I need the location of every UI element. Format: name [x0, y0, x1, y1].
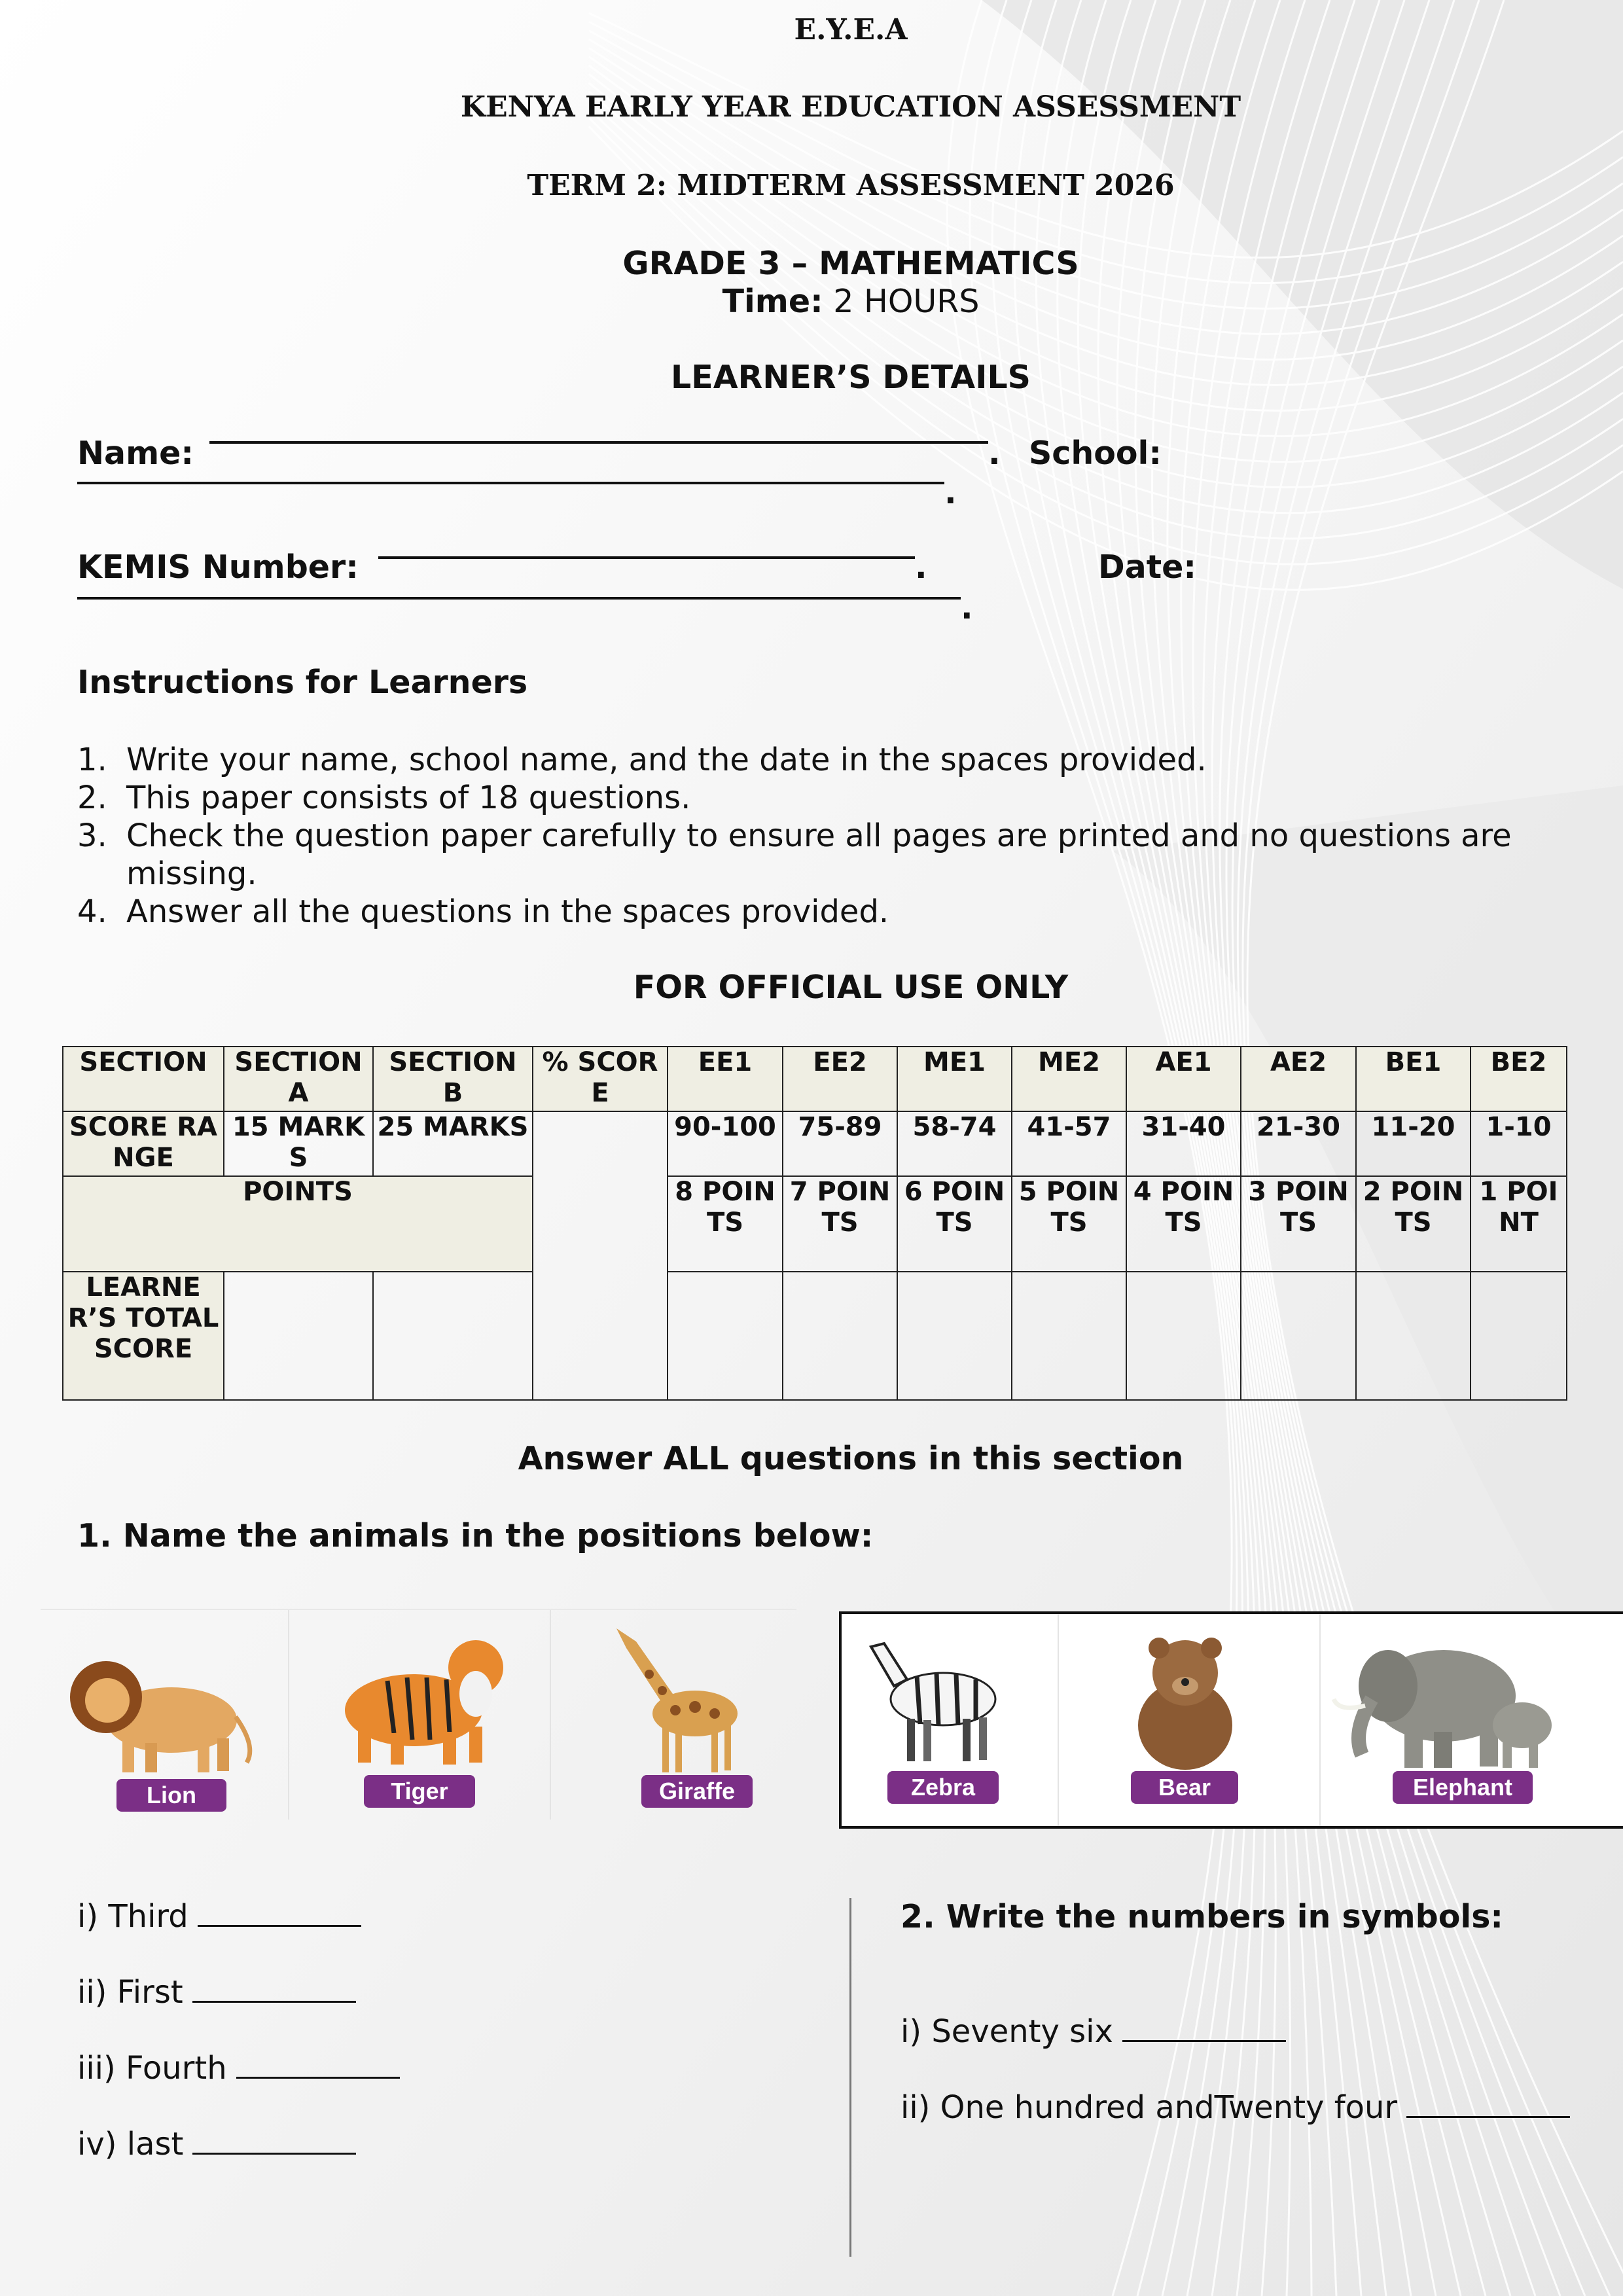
row-label: POINTS: [63, 1176, 533, 1272]
points-cell: 3 POINTS: [1241, 1176, 1356, 1272]
kemis-field[interactable]: [378, 556, 915, 559]
header-cell: AE1: [1126, 1047, 1241, 1111]
school-label: School:: [1029, 435, 1162, 472]
question-2-prompt: 2. Write the numbers in symbols:: [901, 1898, 1503, 1935]
score-entry-cell[interactable]: [1356, 1272, 1471, 1400]
header-cell: SECTION: [63, 1047, 224, 1111]
instruction-number: 1.: [77, 742, 107, 778]
school-field[interactable]: [77, 482, 944, 484]
lion-icon: [60, 1648, 257, 1779]
header-cell: AE2: [1241, 1047, 1356, 1111]
q2-part: [901, 2089, 1570, 2126]
score-entry-cell[interactable]: [224, 1272, 373, 1400]
row-label: SCORE RANGE: [63, 1111, 224, 1176]
animal-label-bear: Bear: [1131, 1771, 1238, 1804]
time-label: Time:: [722, 283, 823, 320]
org-abbrev: E.Y.E.A: [794, 13, 908, 46]
date-label: Date:: [1098, 548, 1196, 586]
range-cell: 25 MARKS: [373, 1111, 533, 1176]
animals-panel-right: [839, 1611, 1623, 1829]
range-cell: 75-89: [783, 1111, 897, 1176]
score-entry-cell[interactable]: [897, 1272, 1012, 1400]
animal-label-tiger: Tiger: [364, 1775, 475, 1808]
org-name: KENYA EARLY YEAR EDUCATION ASSESSMENT: [460, 90, 1241, 124]
column-divider: [849, 1898, 851, 2257]
range-cell: 21-30: [1241, 1111, 1356, 1176]
points-cell: 8 POINTS: [668, 1176, 783, 1272]
instruction-item: [77, 741, 1582, 779]
answer-field[interactable]: [236, 2051, 400, 2079]
points-row: [63, 1176, 1567, 1272]
range-cell: 90-100: [668, 1111, 783, 1176]
q1-part-label: iv) last: [77, 2126, 184, 2162]
q1-part: [77, 2050, 400, 2087]
range-cell: 11-20: [1356, 1111, 1471, 1176]
q2-part-label: i) Seventy six: [901, 2013, 1113, 2050]
q1-part: [77, 1974, 356, 2011]
grade-subject: GRADE 3 – MATHEMATICS: [622, 245, 1079, 282]
name-label: Name:: [77, 435, 194, 472]
score-entry-cell[interactable]: [783, 1272, 897, 1400]
score-entry-cell[interactable]: [1241, 1272, 1356, 1400]
answer-field[interactable]: [192, 2126, 356, 2155]
instructions-title: Instructions for Learners: [77, 664, 528, 701]
official-use-title: FOR OFFICIAL USE ONLY: [633, 969, 1069, 1006]
instruction-text: Check the question paper carefully to ensure all pages are printed and no questions are missing.: [126, 817, 1512, 892]
score-range-row: [63, 1111, 1567, 1176]
range-cell: 1-10: [1471, 1111, 1567, 1176]
percent-score-cell[interactable]: [533, 1111, 668, 1400]
q1-part-label: i) Third: [77, 1898, 188, 1935]
elephant-icon: [1326, 1634, 1561, 1771]
q1-part: [77, 1898, 361, 1935]
school-period: .: [944, 474, 957, 511]
answer-field[interactable]: [198, 1899, 361, 1927]
header-cell: EE1: [668, 1047, 783, 1111]
q1-part-label: iii) Fourth: [77, 2050, 227, 2087]
score-entry-cell[interactable]: [1471, 1272, 1567, 1400]
animal-label-zebra: Zebra: [887, 1771, 999, 1804]
score-entry-cell[interactable]: [1012, 1272, 1126, 1400]
date-field[interactable]: [77, 597, 961, 600]
question-1-prompt: 1. Name the animals in the positions below:: [77, 1517, 874, 1554]
header-cell: EE2: [783, 1047, 897, 1111]
name-period: .: [988, 435, 1001, 472]
time-value: 2 HOURS: [833, 283, 980, 320]
header-cell: SECTION B: [373, 1047, 533, 1111]
answer-field[interactable]: [1406, 2090, 1570, 2118]
instruction-text: Answer all the questions in the spaces provided.: [126, 893, 889, 930]
term-title: TERM 2: MIDTERM ASSESSMENT 2026: [527, 169, 1175, 202]
animals-panel-left: [41, 1609, 796, 1820]
name-field[interactable]: [209, 441, 988, 444]
q2-part-label: ii) One hundred andTwenty four: [901, 2089, 1398, 2126]
instruction-item: [77, 779, 1582, 817]
instruction-item: [77, 817, 1582, 893]
points-cell: 7 POINTS: [783, 1176, 897, 1272]
zebra-icon: [855, 1634, 1012, 1765]
kemis-label: KEMIS Number:: [77, 548, 359, 586]
score-entry-cell[interactable]: [1126, 1272, 1241, 1400]
instruction-text: Write your name, school name, and the date in the spaces provided.: [126, 742, 1207, 778]
tiger-icon: [329, 1622, 518, 1772]
q2-part: [901, 2013, 1286, 2050]
header-cell: SECTION A: [224, 1047, 373, 1111]
instruction-item: [77, 893, 1582, 931]
instruction-number: 4.: [77, 893, 107, 930]
row-label: LEARNER’S TOTAL SCORE: [63, 1272, 224, 1400]
kemis-period: .: [915, 548, 927, 586]
instruction-text: This paper consists of 18 questions.: [126, 780, 691, 816]
date-period: .: [961, 589, 973, 626]
score-table: [62, 1046, 1567, 1401]
range-cell: 41-57: [1012, 1111, 1126, 1176]
answer-field[interactable]: [1122, 2014, 1286, 2042]
q1-part: [77, 2126, 356, 2162]
instruction-number: 3.: [77, 817, 107, 854]
header-cell: BE2: [1471, 1047, 1567, 1111]
points-cell: 2 POINTS: [1356, 1176, 1471, 1272]
instruction-number: 2.: [77, 780, 107, 816]
learner-details-title: LEARNER’S DETAILS: [671, 359, 1031, 396]
table-header-row: [63, 1047, 1567, 1111]
points-cell: 1 POINT: [1471, 1176, 1567, 1272]
range-cell: 58-74: [897, 1111, 1012, 1176]
header-cell: ME1: [897, 1047, 1012, 1111]
points-cell: 5 POINTS: [1012, 1176, 1126, 1272]
score-entry-cell[interactable]: [373, 1272, 533, 1400]
animal-label-elephant: Elephant: [1393, 1771, 1533, 1804]
range-cell: 31-40: [1126, 1111, 1241, 1176]
animal-label-lion: Lion: [116, 1779, 226, 1812]
bear-icon: [1130, 1634, 1241, 1771]
header-cell: % SCORE: [533, 1047, 668, 1111]
total-score-row: [63, 1272, 1567, 1400]
points-cell: 6 POINTS: [897, 1176, 1012, 1272]
header-cell: ME2: [1012, 1047, 1126, 1111]
instructions-list: [77, 741, 1582, 931]
animal-label-giraffe: Giraffe: [641, 1775, 753, 1808]
points-cell: 4 POINTS: [1126, 1176, 1241, 1272]
answer-field[interactable]: [192, 1975, 356, 2003]
range-cell: 15 MARKS: [224, 1111, 373, 1176]
score-entry-cell[interactable]: [668, 1272, 783, 1400]
section-instruction: Answer ALL questions in this section: [518, 1440, 1184, 1477]
header-cell: BE1: [1356, 1047, 1471, 1111]
giraffe-icon: [590, 1615, 754, 1776]
time-row: [0, 283, 1623, 320]
q1-part-label: ii) First: [77, 1974, 183, 2011]
